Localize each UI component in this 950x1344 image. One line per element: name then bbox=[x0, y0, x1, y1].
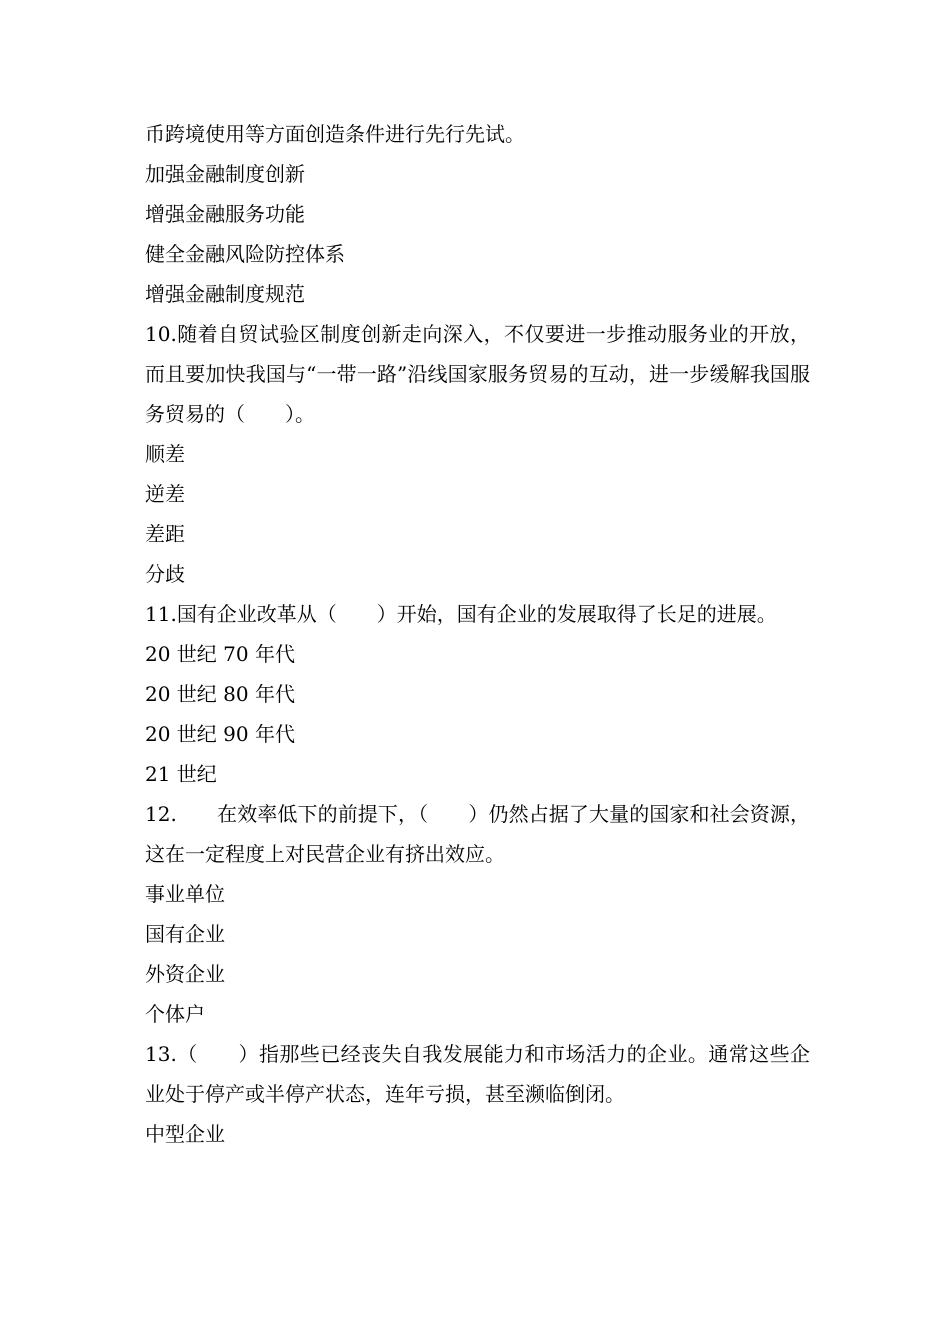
option-item: 差距 bbox=[145, 522, 185, 546]
previous-question-options bbox=[145, 154, 810, 314]
question-13 bbox=[145, 1034, 810, 1154]
question-10 bbox=[145, 314, 810, 594]
option-item: 21 世纪 bbox=[145, 762, 217, 786]
option-item: 外资企业 bbox=[145, 962, 225, 986]
option-item: 中型企业 bbox=[145, 1122, 225, 1146]
question-number: 11. bbox=[145, 602, 177, 626]
question-text: （ ）指那些已经丧失自我发展能力和市场活力的企业。通常这些企业处于停产或半停产状态，连年亏损，甚至濒临倒闭。 bbox=[145, 1042, 810, 1106]
question-number: 12. bbox=[145, 802, 218, 826]
question-text: 随着自贸试验区制度创新走向深入，不仅要进一步推动服务业的开放，而且要加快我国与“一带一路”沿线国家服务贸易的互动，进一步缓解我国服务贸易的（ ）。 bbox=[145, 322, 810, 426]
question-12 bbox=[145, 794, 810, 1034]
question-stem bbox=[145, 594, 810, 634]
option-item: 20 世纪 70 年代 bbox=[145, 642, 295, 666]
option-item: 顺差 bbox=[145, 442, 185, 466]
document-page bbox=[145, 114, 810, 1154]
question-stem bbox=[145, 314, 810, 434]
option-item: 逆差 bbox=[145, 482, 185, 506]
question-number: 10. bbox=[145, 322, 177, 346]
option-item: 增强金融制度规范 bbox=[145, 282, 305, 306]
option-item: 健全金融风险防控体系 bbox=[145, 242, 345, 266]
question-stem bbox=[145, 794, 810, 874]
continuation-text: 币跨境使用等方面创造条件进行先行先试。 bbox=[145, 122, 525, 146]
option-item: 国有企业 bbox=[145, 922, 225, 946]
option-item: 加强金融制度创新 bbox=[145, 162, 305, 186]
question-text: 国有企业改革从（ ）开始，国有企业的发展取得了长足的进展。 bbox=[176, 602, 777, 626]
question-11 bbox=[145, 594, 810, 794]
question-stem bbox=[145, 1034, 810, 1114]
option-item: 20 世纪 90 年代 bbox=[145, 722, 295, 746]
option-item: 事业单位 bbox=[145, 882, 225, 906]
option-item: 分歧 bbox=[145, 562, 185, 586]
question-text: 在效率低下的前提下，（ ）仍然占据了大量的国家和社会资源，这在一定程度上对民营企业有挤出效应。 bbox=[145, 802, 810, 866]
option-item: 个体户 bbox=[145, 1002, 205, 1026]
question-number: 13. bbox=[145, 1042, 177, 1066]
option-item: 增强金融服务功能 bbox=[145, 202, 305, 226]
option-item: 20 世纪 80 年代 bbox=[145, 682, 295, 706]
